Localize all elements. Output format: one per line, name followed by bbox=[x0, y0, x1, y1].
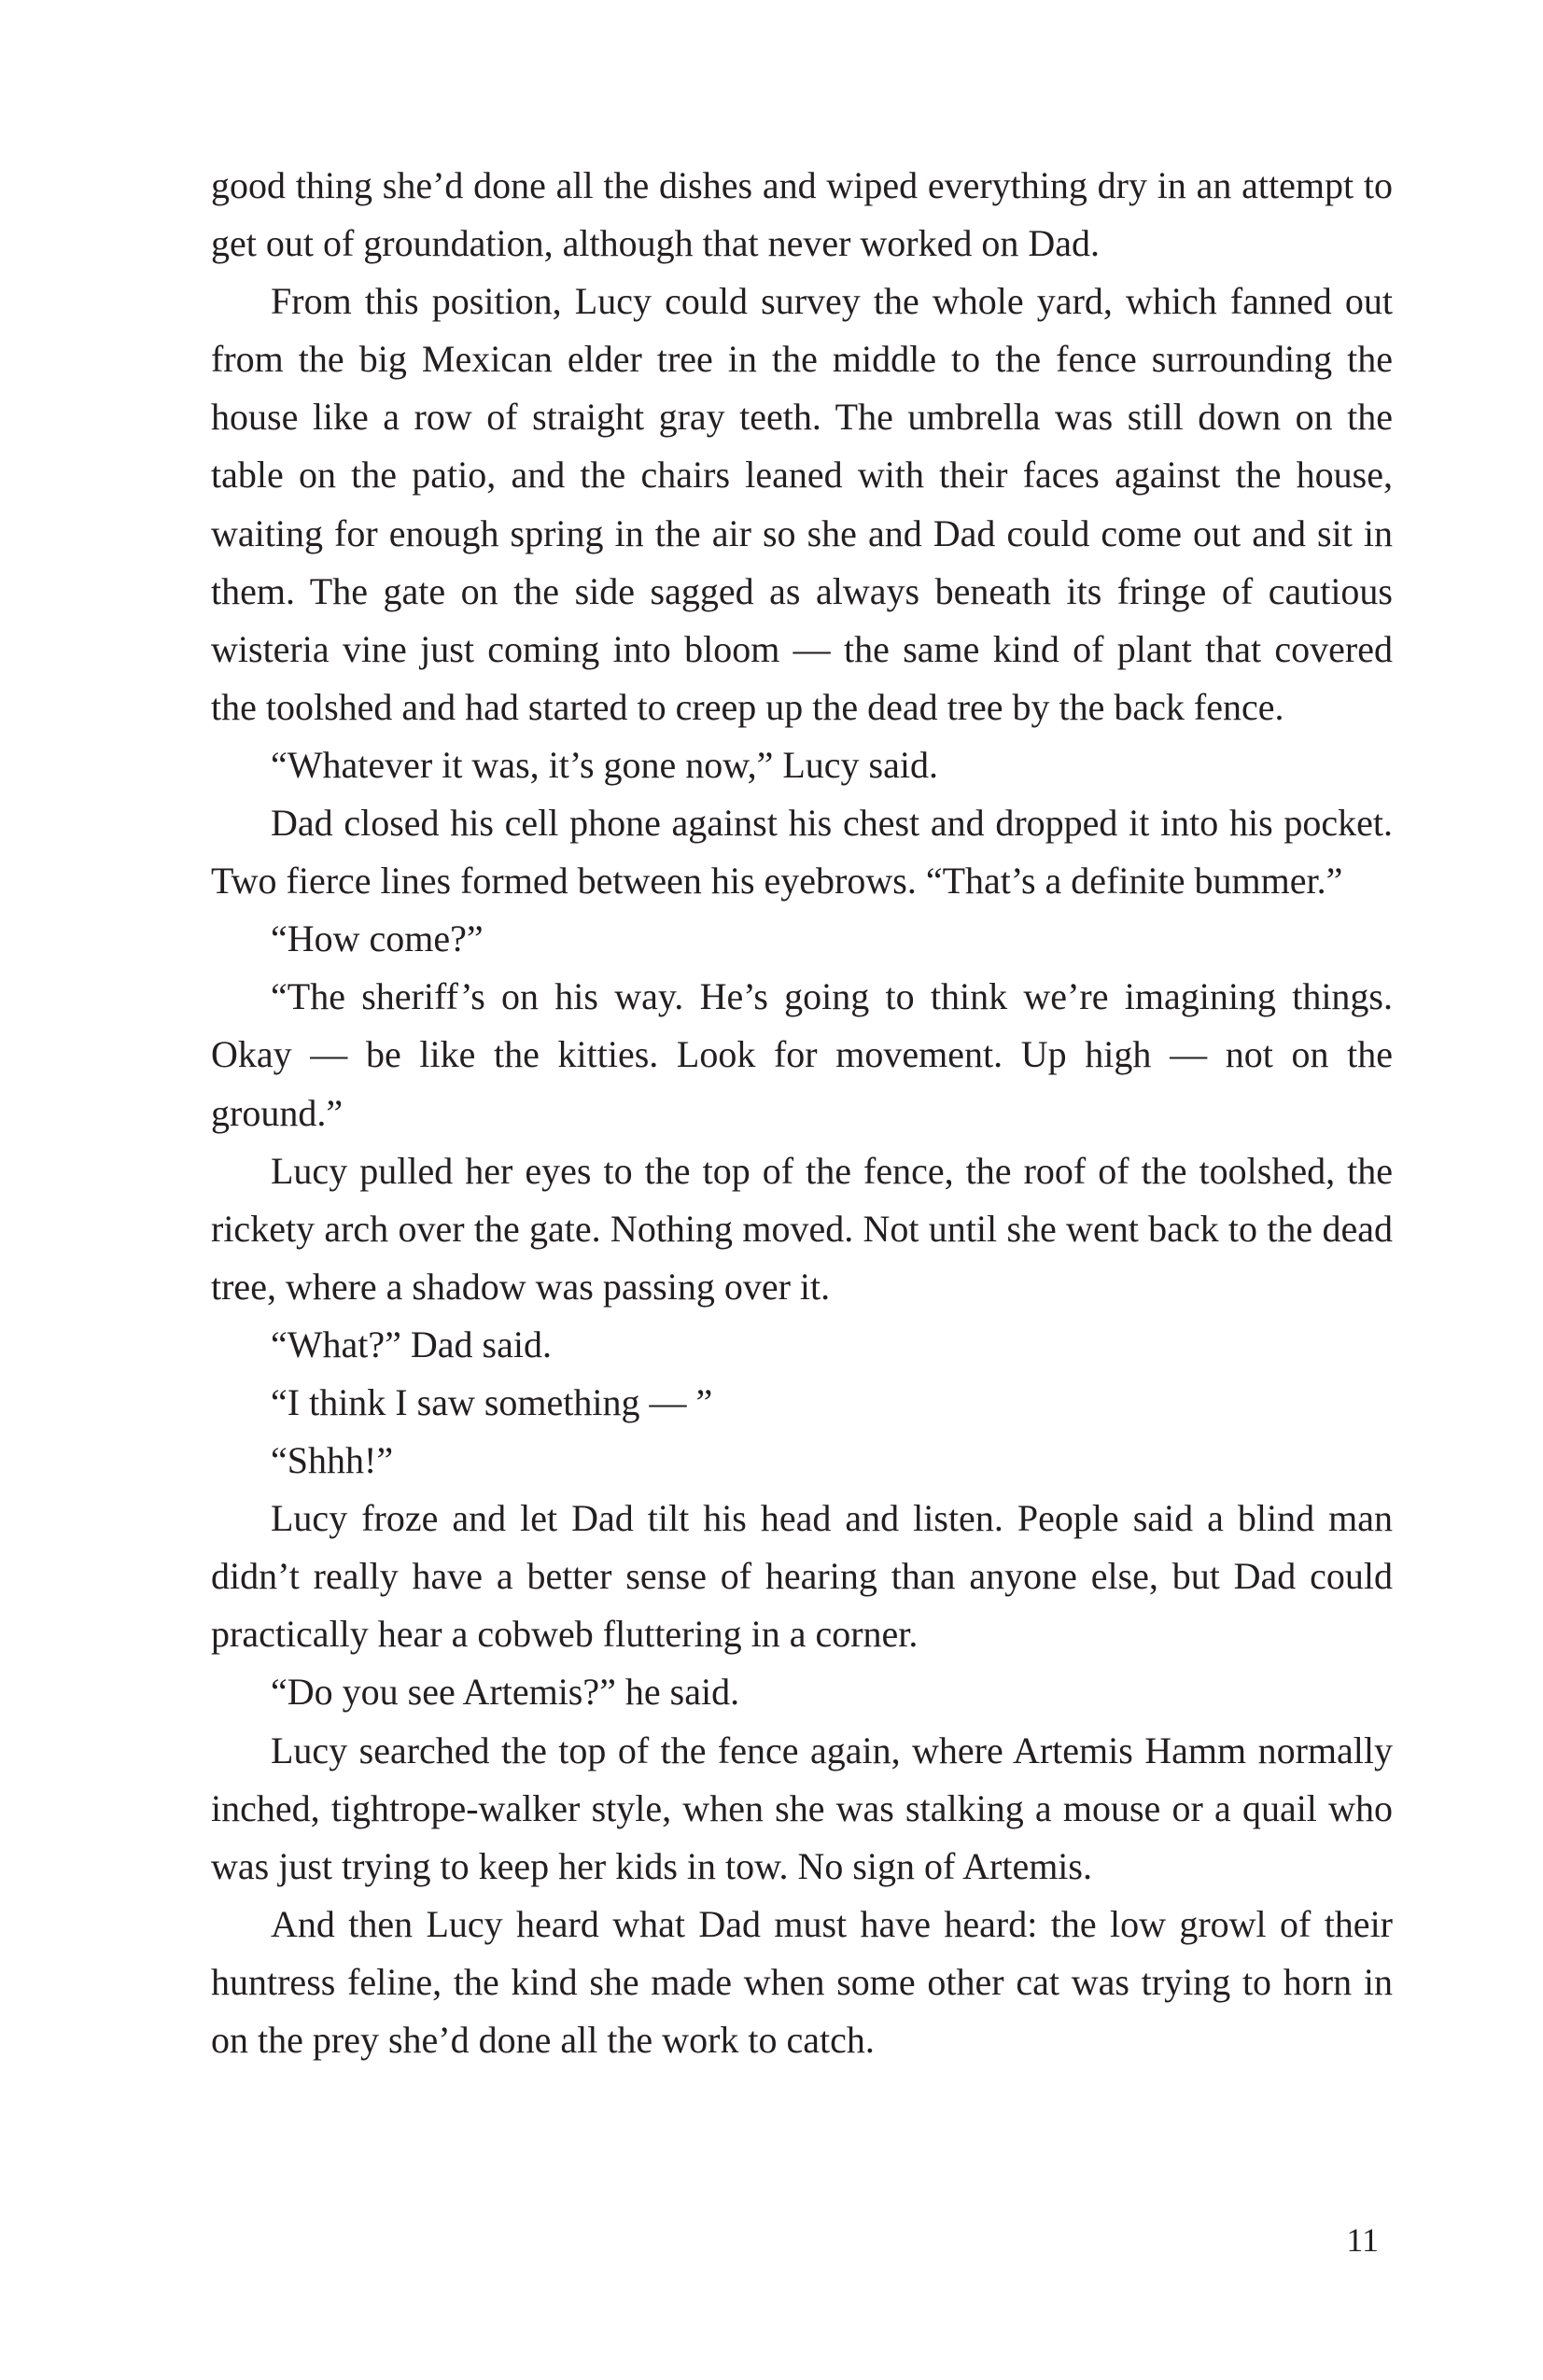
paragraph-2: From this position, Lucy could survey the whole yard, which fanned out from the big Mexican elder tree in the middle to the fence surrounding the house like a row of straight gray teeth. The umbrella was still down on the table on the patio, and the chairs leaned with their faces against the house, waiting for enough spring in the air so she and Dad could come out and sit in them. The gate on the side sagged as always beneath its fringe of cautious wisteria vine just coming into bloom — the same kind of plant that covered the toolshed and had started to creep up the dead tree by the back fence. bbox=[211, 280, 1393, 728]
paragraph-3: “Whatever it was, it’s gone now,” Lucy said. bbox=[271, 743, 938, 786]
paragraph-7: Lucy pulled her eyes to the top of the fence, the roof of the toolshed, the rickety arch over the gate. Nothing moved. Not until she went back to the dead tree, where a shadow was passing over it. bbox=[211, 1149, 1393, 1308]
paragraph-1: good thing she’d done all the dishes and wiped everything dry in an attempt to get out of groundation, although that never worked on Dad. bbox=[211, 164, 1393, 265]
paragraph-14: And then Lucy heard what Dad must have heard: the low growl of their huntress feline, the kind she made when some other cat was trying to horn in on the prey she’d done all the work to catch. bbox=[211, 1902, 1393, 2061]
paragraph-10: “Shhh!” bbox=[271, 1439, 394, 1482]
paragraph-4: Dad closed his cell phone against his chest and dropped it into his pocket. Two fierce lines formed between his eyebrows. “That’s a definite bummer.” bbox=[211, 802, 1393, 903]
paragraph-13: Lucy searched the top of the fence again, where Artemis Hamm normally inched, tightrope-walker style, when she was stalking a mouse or a quail who was just trying to keep her kids in tow. No sign of Artemis. bbox=[211, 1729, 1393, 1887]
paragraph-11: Lucy froze and let Dad tilt his head and listen. People said a blind man didn’t really have a better sense of hearing than anyone else, but Dad could practically hear a cobweb fluttering in a corner. bbox=[211, 1497, 1393, 1656]
page-body bbox=[211, 157, 1393, 2257]
paragraph-6: “The sheriff’s on his way. He’s going to think we’re imagining things. Okay — be like the kitties. Look for movement. Up high — not on the ground.” bbox=[211, 975, 1393, 1134]
page-number: 11 bbox=[1346, 2221, 1379, 2259]
paragraph-9: “I think I saw something — ” bbox=[271, 1380, 713, 1423]
paragraph-12: “Do you see Artemis?” he said. bbox=[271, 1671, 740, 1714]
paragraph-8: “What?” Dad said. bbox=[271, 1323, 552, 1365]
paragraph-5: “How come?” bbox=[271, 917, 484, 960]
